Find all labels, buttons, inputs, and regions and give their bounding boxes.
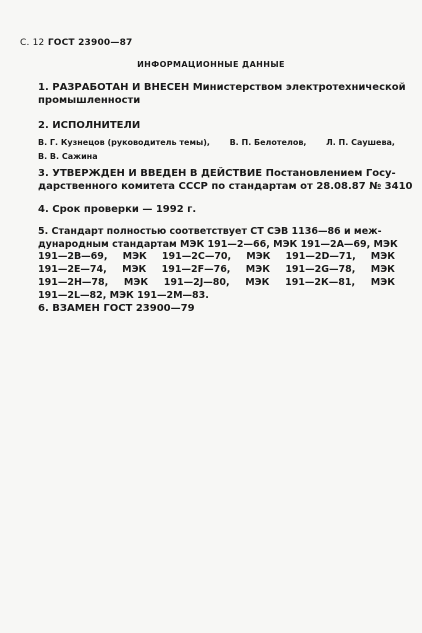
std-prefix: МЭК: [370, 276, 395, 288]
section-2-authors: [38, 136, 395, 164]
authors-line-1: [38, 136, 395, 150]
std-ref: 191—2В—69,: [38, 251, 108, 263]
section-5-line-1: 5. Стандарт полностью соответствует СТ СЭВ 1136—86 и меж-: [38, 226, 382, 237]
std-prefix: МЭК: [246, 251, 271, 263]
std-prefix: МЭК: [370, 264, 395, 276]
page-number: С. 12: [20, 38, 45, 48]
std-ref: 191—2К—81,: [285, 276, 356, 288]
std-prefix: МЭК: [370, 251, 395, 263]
section-3-lead: 3. УТВЕРЖДЕН И ВВЕДЕН В ДЕЙСТВИЕ: [38, 168, 263, 179]
section-5-line-2: дународным стандартам МЭК 191—2—66, МЭК 191—2А—69, МЭК: [38, 238, 398, 250]
section-3: [38, 167, 413, 193]
section-1-line-2: промышленности: [38, 95, 141, 106]
std-prefix: МЭК: [122, 251, 147, 263]
page-title: ИНФОРМАЦИОННЫЕ ДАННЫЕ: [137, 60, 285, 69]
std-prefix: МЭК: [122, 264, 147, 276]
section-3-rest: Постановлением Госу-: [262, 168, 396, 179]
section-2-heading: 2. ИСПОЛНИТЕЛИ: [38, 120, 141, 131]
section-3-line-2: дарственного комитета СССР по стандартам от 28.08.87 № 3410: [38, 181, 413, 192]
page-header: [20, 38, 133, 48]
std-ref: 191—2F—76,: [161, 264, 231, 276]
section-5-line-5: [38, 277, 395, 290]
std-prefix: МЭК: [245, 264, 270, 276]
section-6: 6. ВЗАМЕН ГОСТ 23900—79: [38, 303, 195, 314]
author-sazhina: В. В. Сажина: [38, 152, 98, 161]
std-ref: 191—2Н—78,: [38, 276, 109, 288]
author-kuznetsov: В. Г. Кузнецов (руководитель темы),: [38, 138, 210, 147]
std-ref: 191—2С—70,: [161, 251, 232, 263]
author-belotelov: В. П. Белотелов,: [229, 138, 307, 147]
std-ref: 191—2J—80,: [163, 276, 230, 288]
section-5-line-4: [38, 264, 395, 277]
section-5-line-3: [38, 251, 395, 264]
std-prefix: МЭК: [245, 276, 270, 288]
section-5: [38, 226, 398, 302]
std-ref: 191—2Е—74,: [38, 264, 107, 276]
std-ref: 191—2D—71,: [285, 251, 356, 263]
gost-code: ГОСТ 23900—87: [47, 38, 133, 48]
section-1-rest: Министерством электротехнической: [189, 82, 406, 93]
section-1: [38, 81, 406, 107]
std-prefix: МЭК: [123, 276, 149, 288]
section-5-line-6: 191—2L—82, МЭК 191—2М—83.: [38, 289, 209, 301]
author-sausheva: Л. П. Саушева,: [326, 138, 395, 147]
section-4: 4. Срок проверки — 1992 г.: [38, 204, 197, 215]
section-1-lead: 1. РАЗРАБОТАН И ВНЕСЕН: [38, 82, 190, 93]
std-ref: 191—2G—78,: [285, 264, 356, 276]
